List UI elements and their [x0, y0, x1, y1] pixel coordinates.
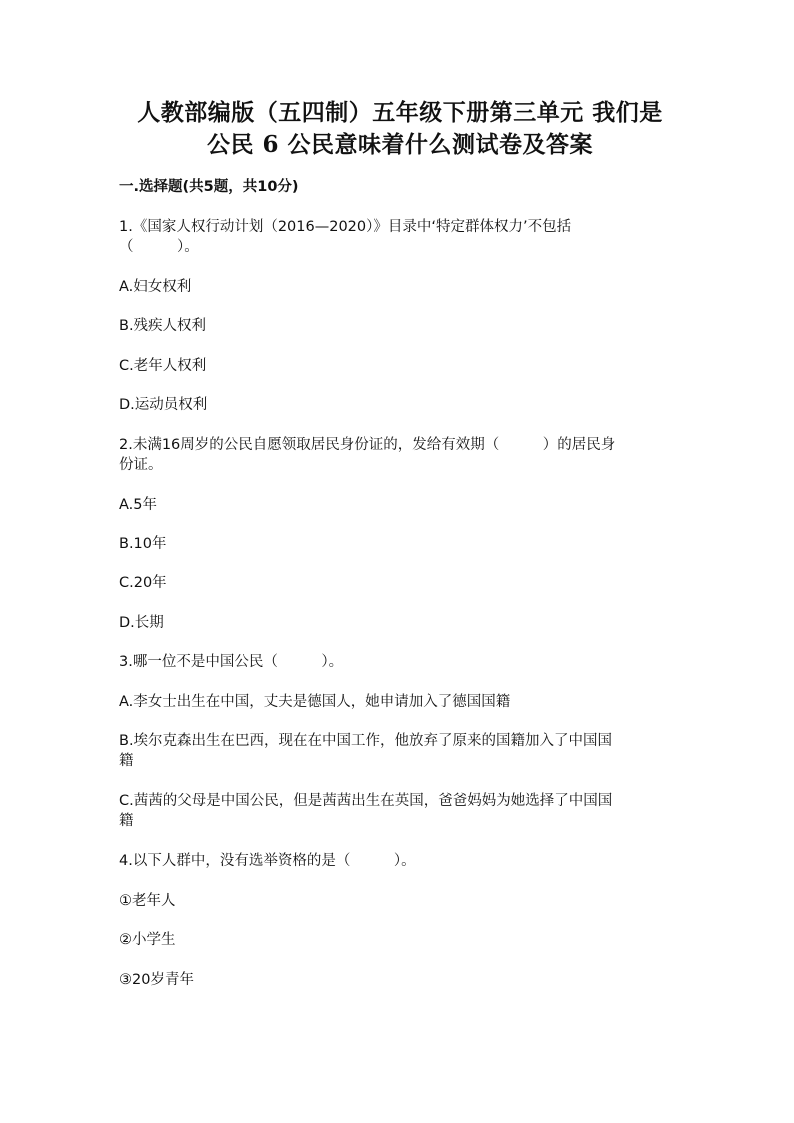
question-2-option-b: B.10年	[119, 536, 167, 552]
question-4-stem: 4.以下人群中，没有选举资格的是（ ）。	[119, 853, 416, 869]
document-title-line-1: 人教部编版（五四制）五年级下册第三单元 我们是	[137, 99, 663, 126]
question-1-option-d: D.运动员权利	[119, 397, 208, 413]
question-2-stem-line-1: 2.未满16周岁的公民自愿领取居民身份证的，发给有效期（ ）的居民身	[119, 437, 616, 453]
question-4-option-2: ②小学生	[119, 932, 176, 948]
question-3-option-b-line-1: B.埃尔克森出生在巴西，现在在中国工作，他放弃了原来的国籍加入了中国国	[119, 733, 613, 749]
question-3-option-a: A.李女士出生在中国，丈夫是德国人，她申请加入了德国国籍	[119, 694, 511, 710]
question-1-stem-line-1: 1.《国家人权行动计划（2016—2020）》目录中‘特定群体权力’不包括	[119, 219, 572, 235]
question-1-option-c: C.老年人权利	[119, 358, 207, 374]
document-title-line-2: 公民 6 公民意味着什么测试卷及答案	[206, 131, 594, 158]
question-4-option-3: ③20岁青年	[119, 972, 194, 988]
question-3-option-c-line-2: 籍	[119, 813, 134, 829]
question-2-option-d: D.长期	[119, 615, 164, 631]
question-2-option-a: A.5年	[119, 497, 157, 513]
question-1-stem-line-2: （ ）。	[119, 239, 199, 255]
question-2-stem-line-2: 份证。	[119, 457, 163, 473]
question-3-option-c-line-1: C.茜茜的父母是中国公民，但是茜茜出生在英国，爸爸妈妈为她选择了中国国	[119, 793, 613, 809]
section-heading: 一.选择题(共5题，共10分)	[119, 179, 299, 195]
question-4-option-1: ①老年人	[119, 893, 176, 909]
question-3-option-b-line-2: 籍	[119, 753, 134, 769]
question-2-option-c: C.20年	[119, 575, 167, 591]
question-1-option-b: B.残疾人权利	[119, 318, 207, 334]
question-3-stem: 3.哪一位不是中国公民（ ）。	[119, 654, 344, 670]
question-1-option-a: A.妇女权利	[119, 279, 192, 295]
